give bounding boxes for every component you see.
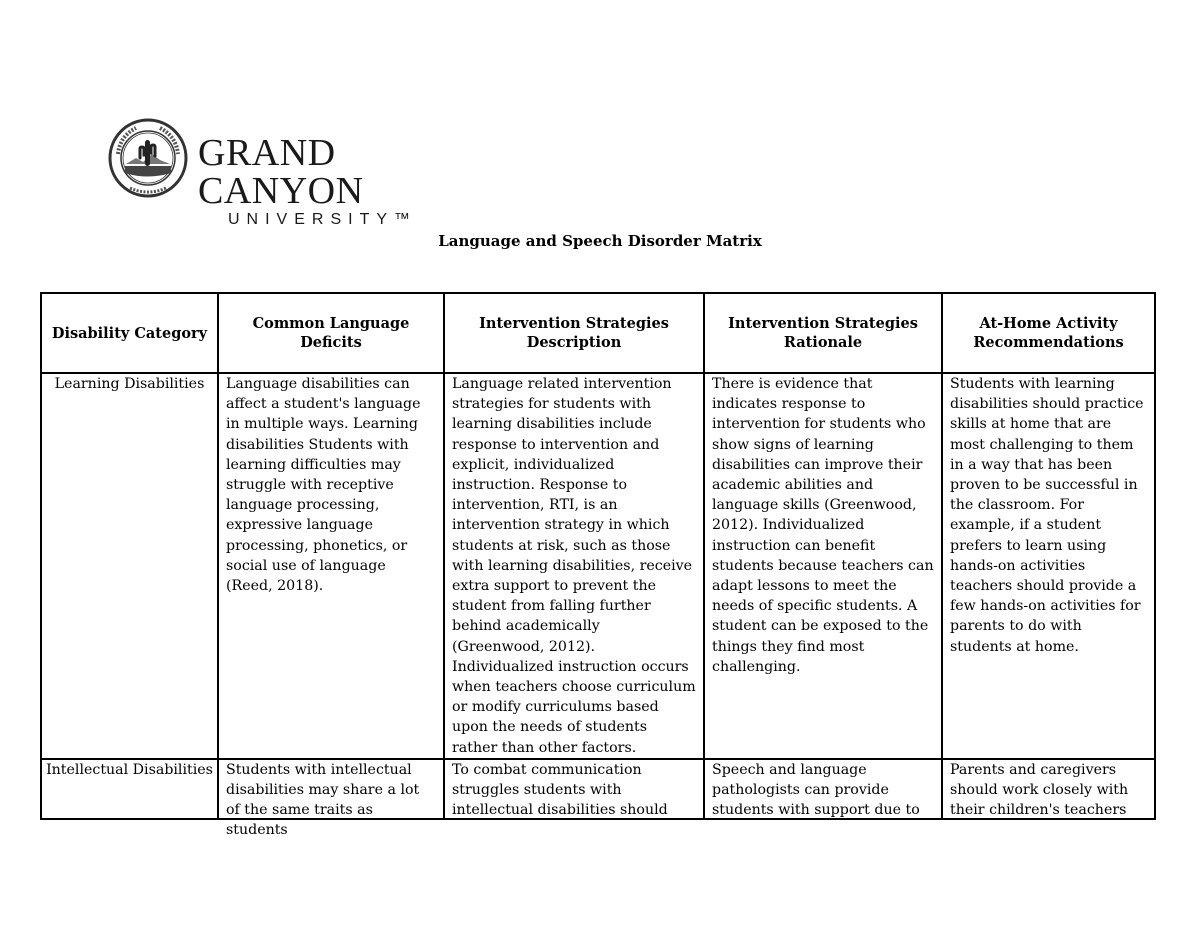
cell-description-text: To combat communication struggles students with intellectual disabilities should bbox=[452, 761, 668, 819]
disorder-matrix-table bbox=[40, 292, 1156, 839]
university-wordmark bbox=[198, 134, 488, 230]
university-subname: UNIVERSITY™ bbox=[228, 211, 418, 228]
cell-rationale-text: Speech and language pathologists can provide students with support due to bbox=[712, 761, 920, 819]
cell-home-activity: Students with learning disabilities should practice skills at home that are most challenging to them in a way that has been proven to be successful in the classroom. For example, if a student prefers to learn using hands-on activities teachers should provide a few hands-on activities for parents to do with students at home. bbox=[942, 373, 1155, 759]
cell-deficits-text: Students with intellectual disabilities may share a lot of the same traits as students bbox=[226, 761, 420, 839]
university-seal-icon bbox=[108, 118, 188, 198]
university-logo bbox=[108, 118, 488, 228]
table-row bbox=[41, 373, 1155, 759]
cell-home-activity-text: Parents and caregivers should work closely with their children's teachers bbox=[950, 761, 1129, 819]
cell-description bbox=[444, 759, 704, 819]
cell-deficits: Language disabilities can affect a student's language in multiple ways. Learning disabilities Students with learning difficulties may struggle with receptive language processing, expressive language processing, phonetics, or social use of language (Reed, 2018). bbox=[218, 373, 444, 759]
header-common-language-deficits: Common Language Deficits bbox=[218, 293, 444, 373]
header-intervention-description: Intervention Strategies Description bbox=[444, 293, 704, 373]
header-at-home-recommendations: At-Home Activity Recommendations bbox=[942, 293, 1155, 373]
cell-deficits bbox=[218, 759, 444, 839]
cell-description: Language related intervention strategies for students with learning disabilities include response to intervention and explicit, individualized instruction. Response to intervention, RTI, is an intervention strategy in which students at risk, such as those with learning disabilities, receive extra support to prevent the student from falling further behind academically (Greenwood, 2012). Individualized instruction occurs when teachers choose curriculum or modify curriculums based upon the needs of students rather than other factors. bbox=[444, 373, 704, 759]
table-header-row bbox=[41, 293, 1155, 373]
document-title: Language and Speech Disorder Matrix bbox=[438, 232, 762, 250]
header-intervention-rationale: Intervention Strategies Rationale bbox=[704, 293, 942, 373]
cell-home-activity bbox=[942, 759, 1155, 819]
university-name: GRAND CANYON bbox=[198, 132, 364, 212]
cell-category: Learning Disabilities bbox=[41, 373, 218, 759]
cell-category bbox=[41, 759, 218, 819]
header-disability-category: Disability Category bbox=[41, 293, 218, 373]
cell-category-text: Intellectual Disabilities bbox=[46, 761, 213, 778]
table-row bbox=[41, 759, 1155, 819]
cell-rationale bbox=[704, 759, 942, 819]
cell-rationale: There is evidence that indicates response to intervention for students who show signs of learning disabilities can improve their academic abilities and language skills (Greenwood, 2012). Individualized instruction can benefit students because teachers can adapt lessons to meet the needs of specific students. A student can be exposed to the things they find most challenging. bbox=[704, 373, 942, 759]
